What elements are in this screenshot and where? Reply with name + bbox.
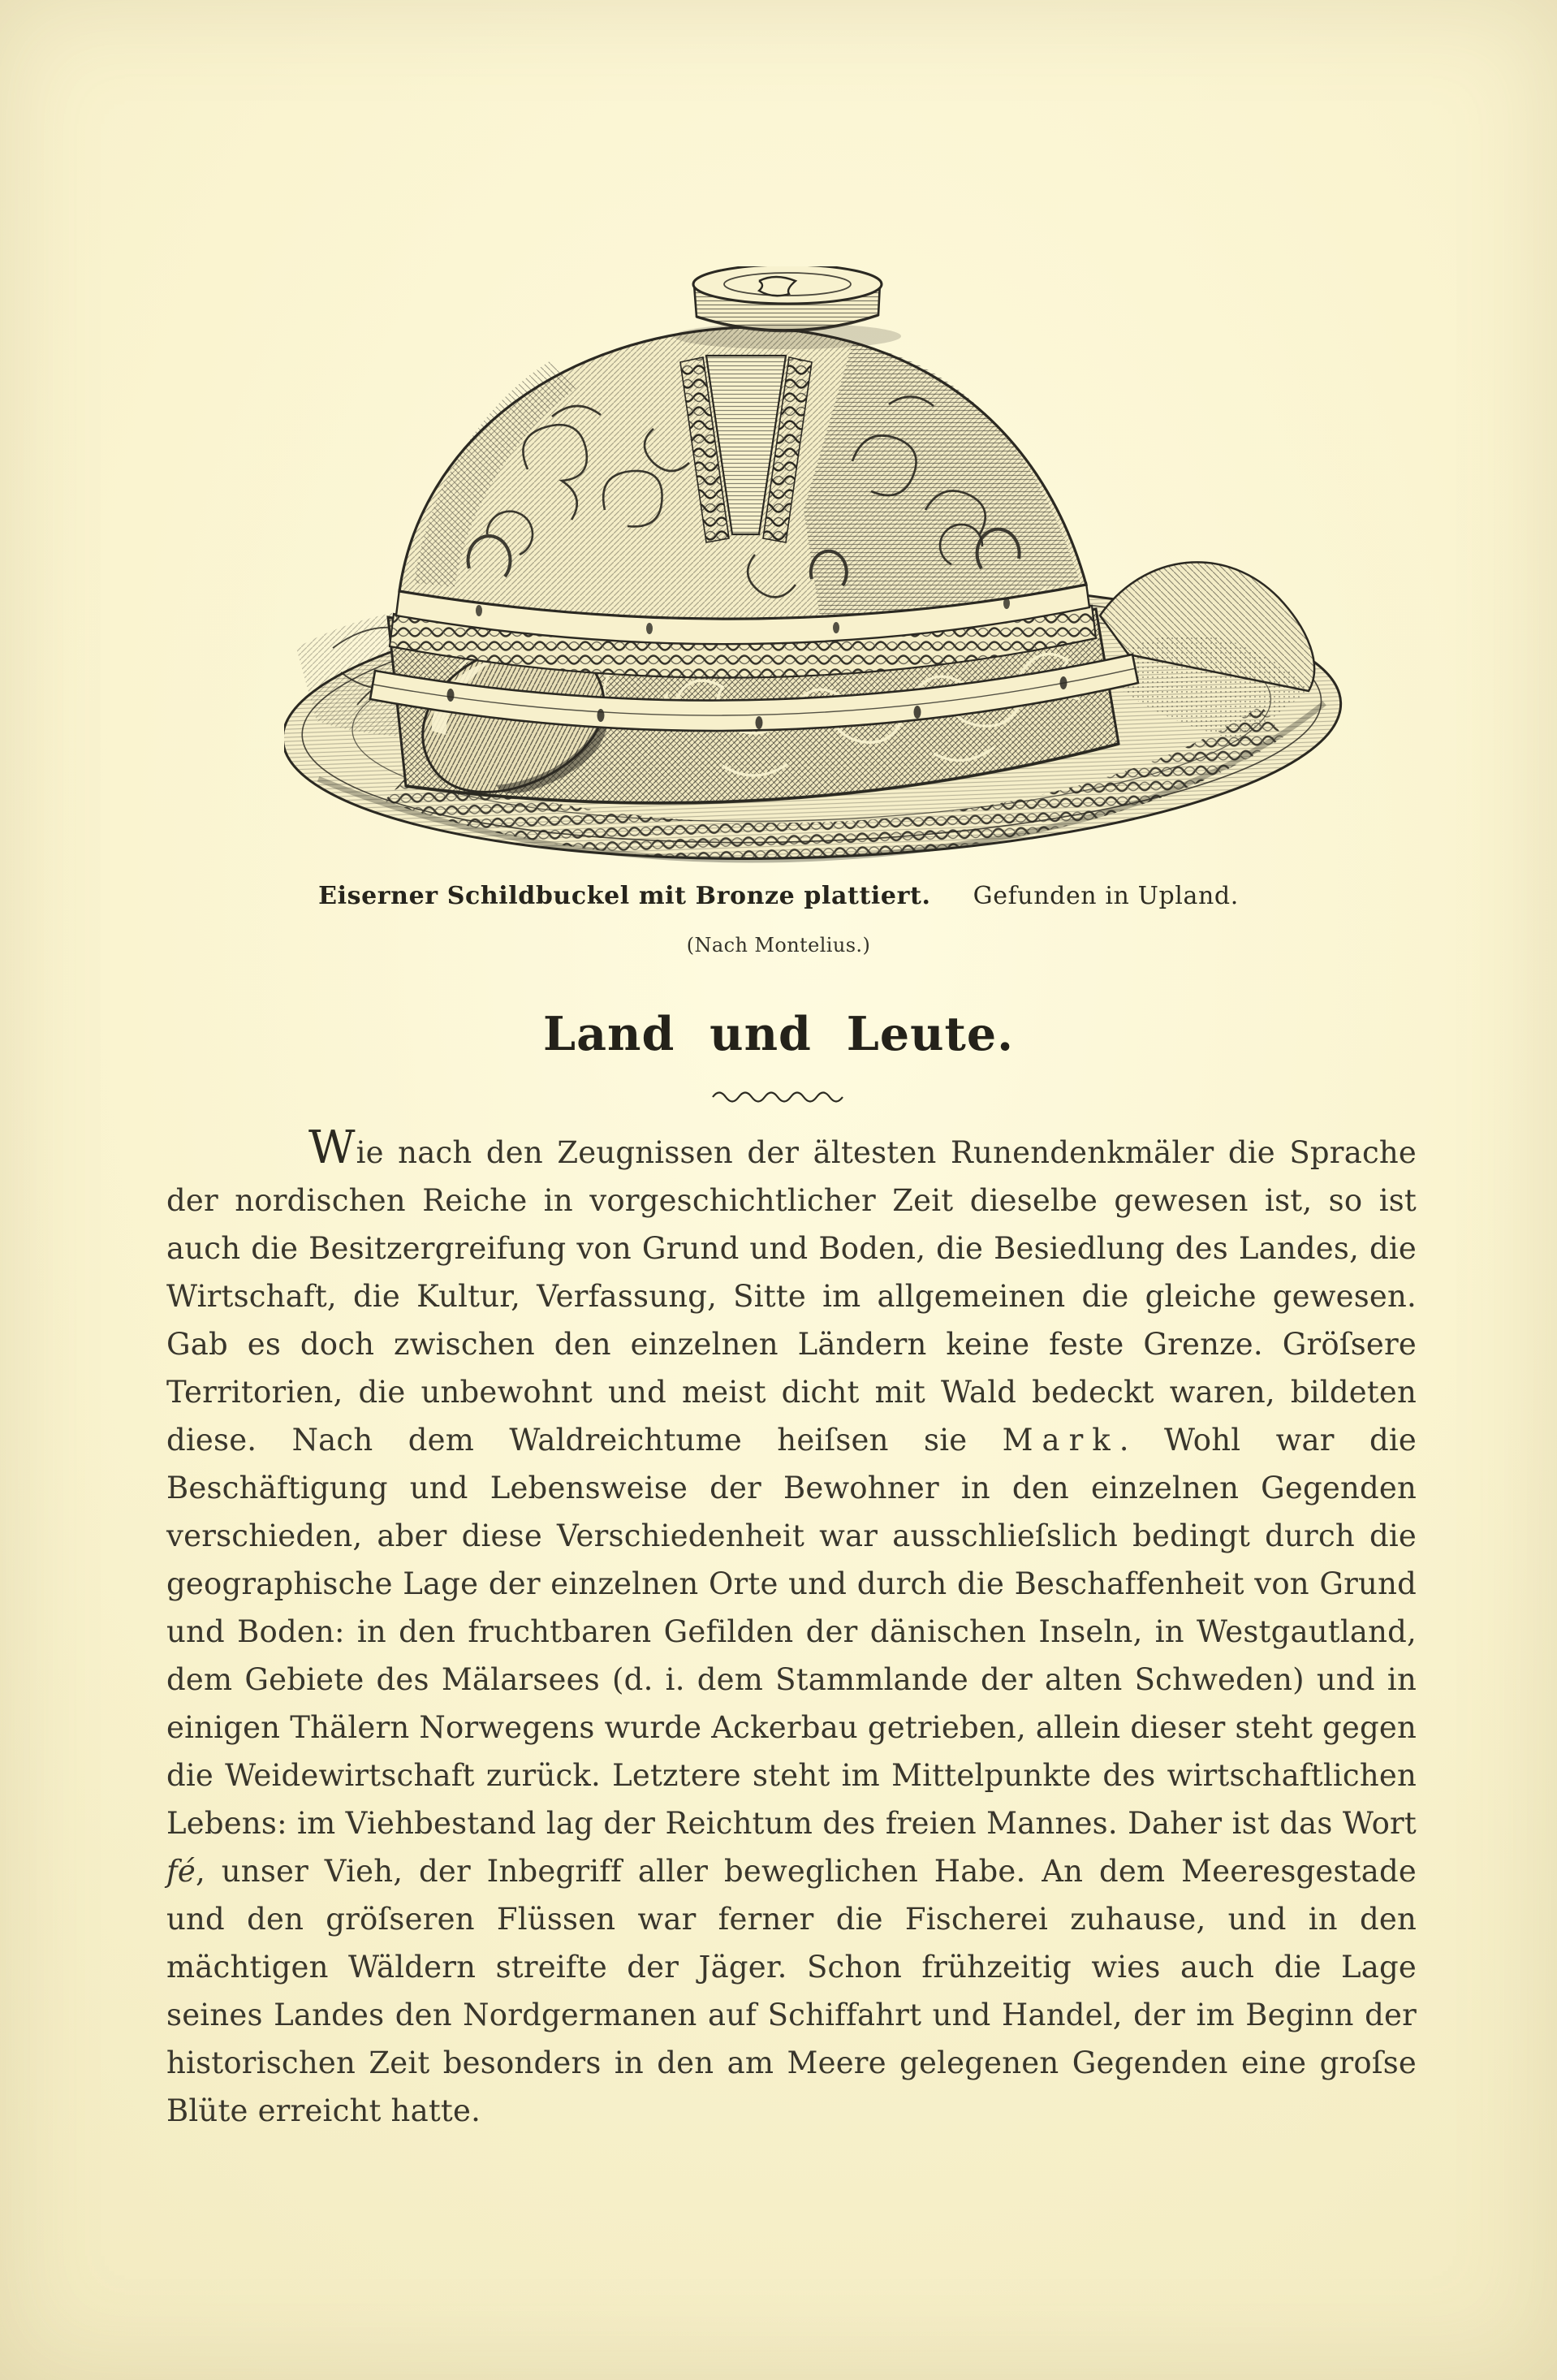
figure-shield-boss <box>284 266 1348 863</box>
body-text: ie nach den Zeugnissen der ältesten Runendenkmäler die Sprache der nordischen Reiche in vorgeschichtlicher Zeit dieselbe gewesen ist, so ist auch die Besitzergreifung von Grund und Boden, die Besiedlung des Landes, die Wirtschaft, die Kultur, Verfassung, Sitte im allgemeinen die gleiche gewesen. Gab es doch zwischen den einzelnen Ländern keine feste Grenze. Gröſsere Territorien, die unbewohnt und meist dicht mit Wald bedeckt waren, bildeten diese. Nach dem Waldreichtume heiſsen sie Mark. Wohl war die Beschäftigung und Lebensweise der Bewohner in den einzelnen Gegenden verschieden, aber diese Verschiedenheit war ausschlieſslich bedingt durch die geographische Lage der einzelnen Orte und durch die Beschaffenheit von Grund und Boden: in den fruchtbaren Gefilden der dänischen Inseln, in Westgautland, dem Gebiete des Mälarsees (d. i. dem Stammlande der alten Schweden) und in einigen Thälern Norwegens wurde Ackerbau getrieben, allein dieser steht gegen die Weidewirtschaft zurück. Letztere steht im Mittelpunkte des wirtschaftlichen Lebens: im Viehbestand lag der Reichtum des freien Mannes. Daher ist das Wort fé, unser Vieh, der Inbegriff aller beweglichen Habe. An dem Meeresgestade und den gröſseren Flüssen war ferner die Fischerei zuhause, und in den mächtigen Wäldern streifte der Jäger. Schon frühzeitig wies auch die Lage seines Landes den Nordgermanen auf Schiffahrt und Handel, der im Beginn der historischen Zeit besonders in den am Meere gelegenen Gegenden eine groſse Blüte erreicht hatte. <box>166 1135 1417 2128</box>
section-title: Land und Leute. <box>543 1007 1014 1061</box>
caption-location: Gefunden in Upland. <box>973 882 1239 910</box>
shield-boss-illustration <box>284 266 1348 863</box>
figure-caption <box>0 882 1557 910</box>
body-paragraph <box>166 1121 1417 2135</box>
caption-title: Eiserner Schildbuckel mit Bronze plattiert. <box>318 882 931 910</box>
wavy-ornament <box>0 1088 1557 1108</box>
squiggle-icon <box>709 1088 848 1104</box>
initial-capital: W <box>308 1121 356 1174</box>
caption-source: (Nach Montelius.) <box>686 934 871 957</box>
